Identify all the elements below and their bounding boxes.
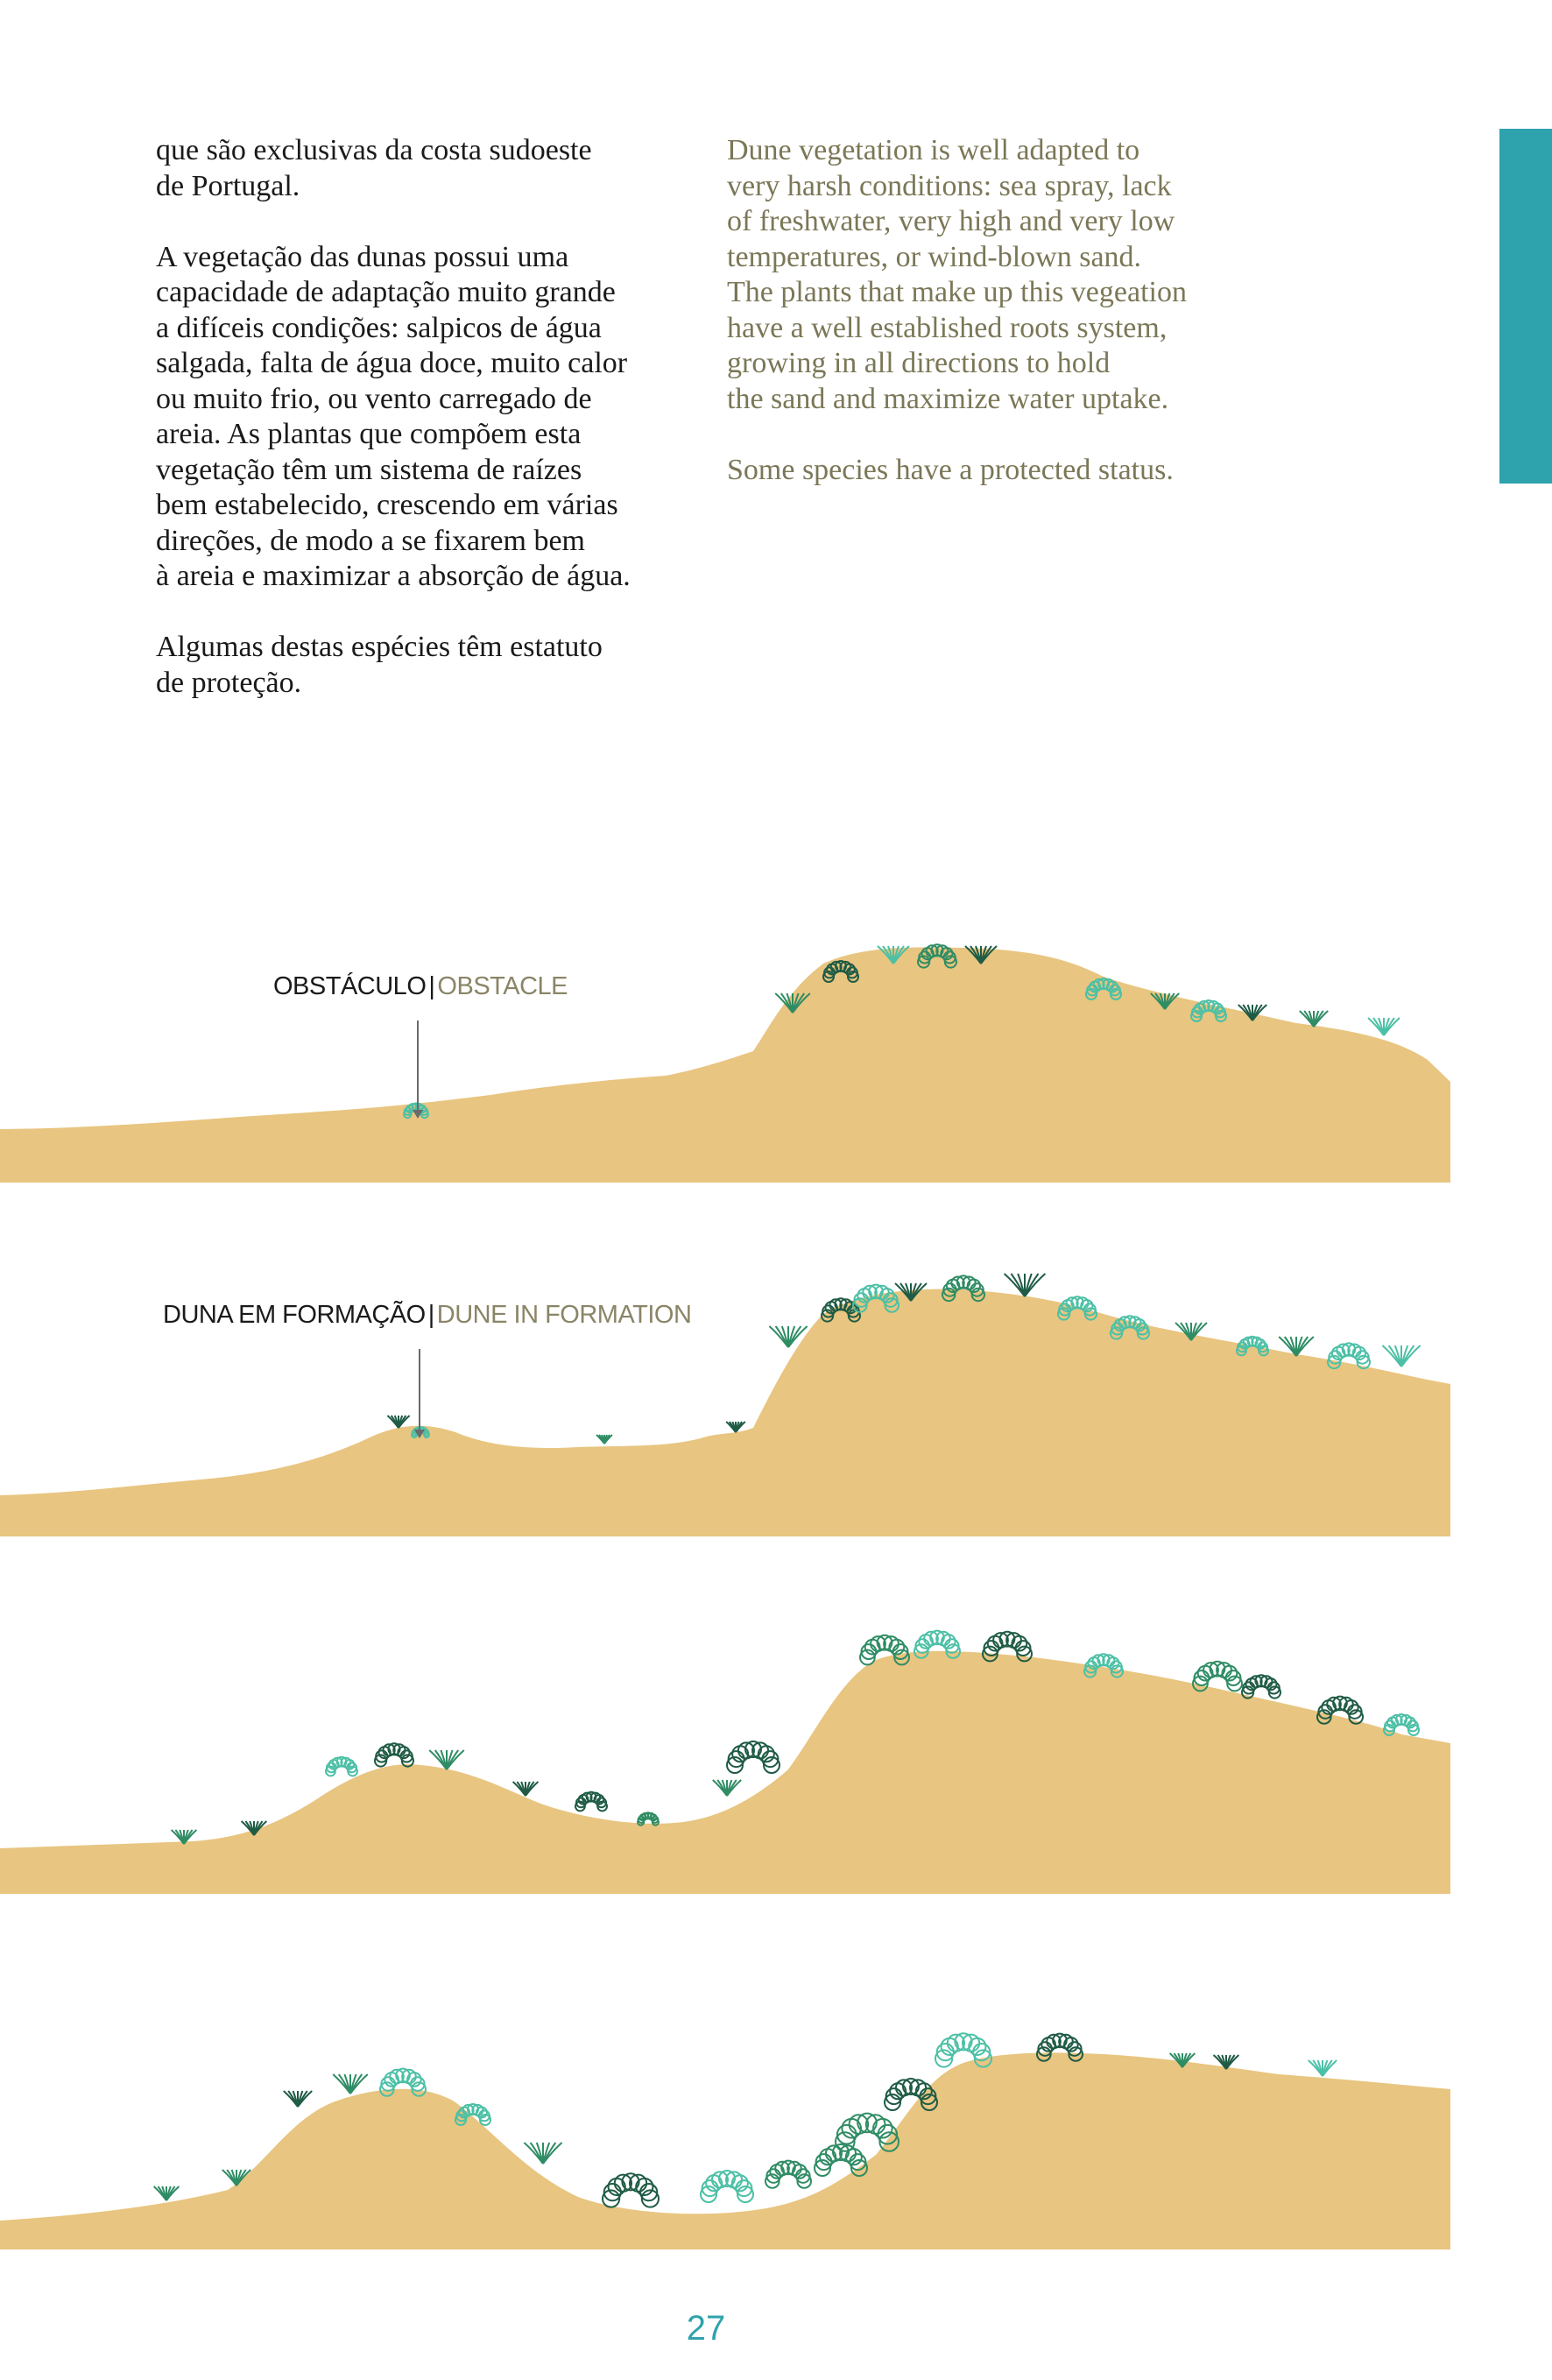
- plant-icon: [596, 1435, 612, 1444]
- plant-icon: [1368, 1018, 1400, 1035]
- stage-1-label: [273, 972, 568, 1001]
- plant-icon: [575, 1792, 607, 1811]
- plant-icon: [284, 2091, 312, 2107]
- stage-2-label: [163, 1301, 691, 1330]
- plant-icon: [375, 1743, 413, 1766]
- plant-icon: [713, 1780, 741, 1796]
- pt-paragraph-2: A vegetação das dunas possui uma capacidade de adaptação muito grande a difíceis condições: salpicos de água salgada, falta de água doce, muito calor ou muito frio, ou vento carregado de areia. As plantas que compõem esta vegetação têm um sistema de raízes bem estabelecido, crescendo em várias direções, de modo a se fixarem bem à areia e maximizar a absorção de água.: [156, 240, 631, 592]
- plant-icon: [638, 1812, 659, 1825]
- plant-icon: [727, 1741, 780, 1773]
- dune-profile-stage-3-icon: [0, 1612, 1450, 1901]
- plant-icon: [387, 1416, 409, 1428]
- plant-icon: [326, 1757, 357, 1776]
- dune-stage-4: [0, 1971, 1450, 2260]
- dune-profile-stage-2-icon: [0, 1253, 1450, 1542]
- plant-icon: [333, 2074, 368, 2094]
- section-color-tab: [1499, 129, 1552, 484]
- plant-icon: [1005, 1274, 1046, 1296]
- dune-profile-stage-1-icon: [0, 929, 1450, 1191]
- pt-paragraph-1: que são exclusivas da costa sudoeste de Portugal.: [156, 134, 592, 202]
- text-column-english: [727, 133, 1287, 524]
- dune-stage-3: [0, 1612, 1450, 1901]
- plant-icon: [701, 2171, 753, 2202]
- plant-icon: [154, 2186, 180, 2200]
- plant-icon: [603, 2173, 659, 2207]
- stage-2-label-separator: |: [427, 1301, 434, 1329]
- plant-icon: [1309, 2060, 1337, 2076]
- dune-stage-1-obstacle: [0, 929, 1450, 1191]
- plant-icon: [429, 1750, 464, 1769]
- page-number: 27: [686, 2309, 726, 2348]
- plant-icon: [1382, 1345, 1420, 1367]
- en-paragraph-1: Dune vegetation is well adapted to very harsh conditions: sea spray, lack of freshwater, very high and very low temperatures, or wind-blown sand. The plants that make up this vegeation have a well established roots system, growing in all directions to hold the sand and maximize water uptake.: [727, 134, 1187, 415]
- plant-icon: [726, 1422, 745, 1432]
- plant-icon: [1242, 1675, 1280, 1698]
- text-column-portuguese: [156, 133, 699, 737]
- stage-2-pointer: [419, 1349, 420, 1437]
- plant-icon: [524, 2143, 561, 2164]
- pt-paragraph-3: Algumas destas espécies têm estatuto de proteção.: [156, 631, 603, 699]
- plant-icon: [765, 2161, 811, 2188]
- stage-1-label-pt: OBSTÁCULO: [273, 972, 427, 1000]
- stage-1-label-separator: |: [428, 972, 435, 1000]
- en-paragraph-2: Some species have a protected status.: [727, 453, 1174, 486]
- dune-stage-2-formation: [0, 1253, 1450, 1542]
- stage-1-pointer: [417, 1021, 419, 1117]
- stage-2-label-en: DUNE IN FORMATION: [436, 1301, 692, 1329]
- stage-1-label-en: OBSTACLE: [437, 972, 568, 1000]
- dune-profile-stage-4-icon: [0, 1971, 1450, 2260]
- stage-2-label-pt: DUNA EM FORMAÇÃO: [163, 1301, 426, 1329]
